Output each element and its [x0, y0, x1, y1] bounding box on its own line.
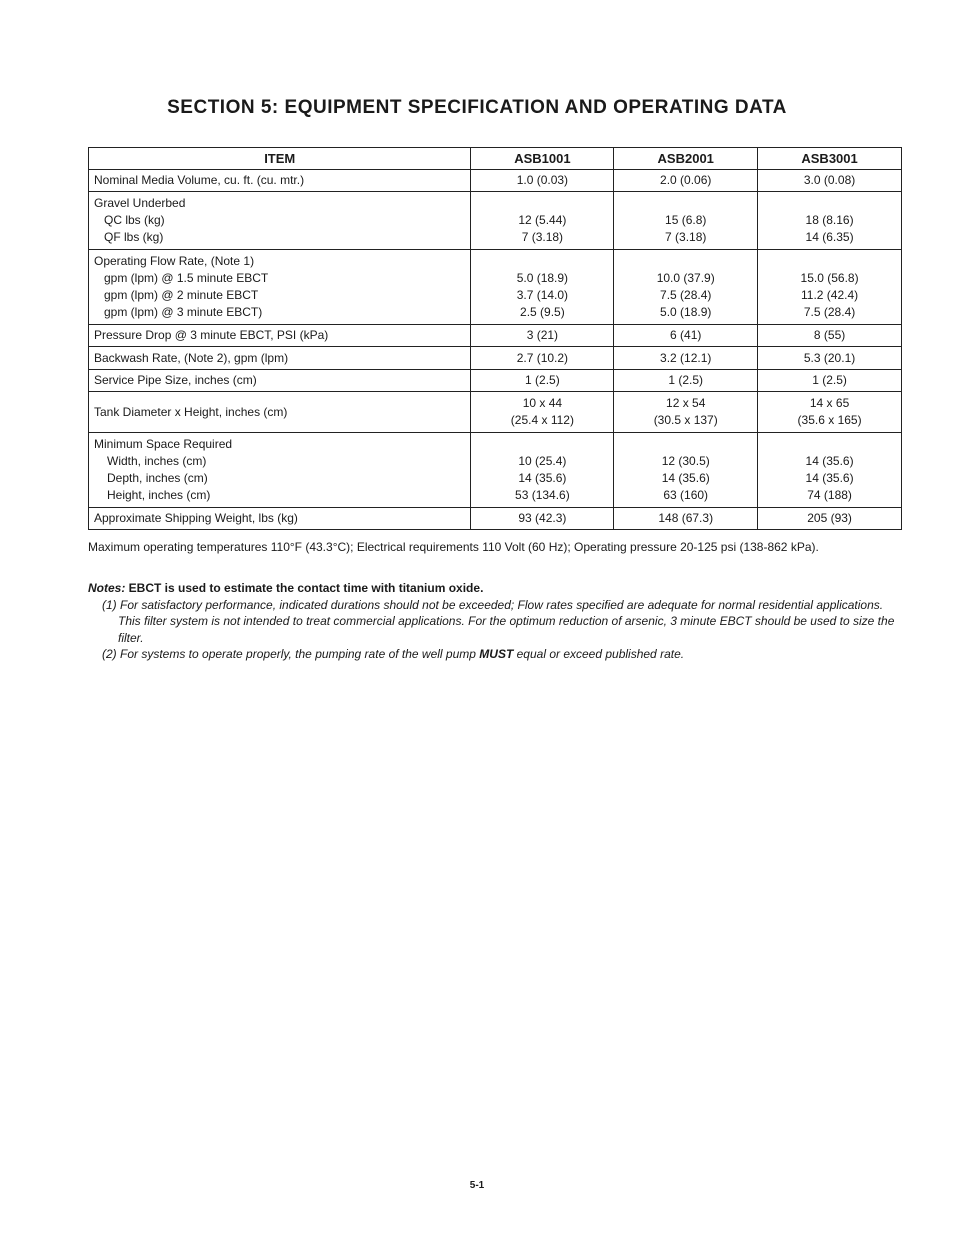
cell-value: 3.7 (14.0): [516, 288, 569, 302]
column-header-asb2001: ASB2001: [614, 148, 758, 170]
cell-value: 12 (30.5): [661, 454, 710, 468]
cell-asb3001: 205 (93): [758, 508, 902, 530]
row-label-sub: QC lbs (kg): [104, 213, 165, 227]
cell-value: 74 (188): [807, 488, 852, 502]
note-2-text-end: equal or exceed published rate.: [513, 647, 685, 661]
cell-asb3001: [758, 250, 902, 325]
cell-asb1001: 2.7 (10.2): [471, 347, 614, 370]
row-label: Service Pipe Size, inches (cm): [89, 370, 471, 392]
note-2-emphasis: MUST: [479, 647, 514, 661]
row-label-sub: QF lbs (kg): [104, 230, 164, 244]
row-label-sub: gpm (lpm) @ 2 minute EBCT: [104, 288, 259, 302]
row-label: Pressure Drop @ 3 minute EBCT, PSI (kPa): [89, 325, 471, 347]
cell-asb1001: [471, 392, 614, 433]
notes-intro: EBCT is used to estimate the contact time with titanium oxide.: [125, 581, 484, 595]
row-label: Approximate Shipping Weight, lbs (kg): [89, 508, 471, 530]
cell-value: 14 (6.35): [805, 230, 854, 244]
note-1: (1) For satisfactory performance, indicated durations should not be exceeded; Flow rates specified are adequate for normal residential applications. This filter system is not intended to treat commercial applications. For the optimum reduction of arsenic, 3 minute EBCT should be used to size the filter.: [102, 597, 895, 645]
row-label-sub: gpm (lpm) @ 1.5 minute EBCT: [104, 271, 269, 285]
cell-value: 15.0 (56.8): [800, 271, 859, 285]
cell-value: (35.6 x 165): [797, 413, 862, 427]
row-label: [89, 192, 471, 250]
column-header-asb1001: ASB1001: [471, 148, 614, 170]
cell-value: 2.5 (9.5): [520, 305, 565, 319]
cell-asb1001: 3 (21): [471, 325, 614, 347]
cell-value: 53 (134.6): [515, 488, 570, 502]
cell-value: (25.4 x 112): [510, 413, 574, 427]
cell-asb2001: 148 (67.3): [614, 508, 758, 530]
notes-heading: [88, 580, 908, 597]
cell-asb2001: [614, 192, 758, 250]
row-label: [89, 433, 471, 508]
cell-value: 10.0 (37.9): [656, 271, 715, 285]
cell-value: 14 (35.6): [661, 471, 710, 485]
row-label-sub: Width, inches (cm): [107, 454, 207, 468]
cell-asb3001: [758, 433, 902, 508]
notes-label: Notes:: [88, 581, 126, 595]
cell-value: 14 (35.6): [805, 471, 854, 485]
notes-section: [88, 580, 908, 663]
note-2-text: (2) For systems to operate properly, the pumping rate of the well pump: [102, 647, 480, 661]
cell-asb1001: 93 (42.3): [471, 508, 614, 530]
cell-asb3001: 3.0 (0.08): [758, 170, 902, 192]
operating-conditions-footnote: Maximum operating temperatures 110°F (43.3°C); Electrical requirements 110 Volt (60 Hz); Operating pressure 20-125 psi (138-862 kPa).: [88, 540, 819, 554]
table-row: [89, 170, 902, 192]
cell-asb2001: 2.0 (0.06): [614, 170, 758, 192]
cell-asb2001: 1 (2.5): [614, 370, 758, 392]
table-row: [89, 325, 902, 347]
cell-asb2001: [614, 250, 758, 325]
row-label: Backwash Rate, (Note 2), gpm (lpm): [89, 347, 471, 370]
cell-asb3001: 8 (55): [758, 325, 902, 347]
cell-value: 63 (160): [663, 488, 709, 502]
cell-value: 10 x 44: [522, 396, 563, 410]
cell-asb2001: 3.2 (12.1): [614, 347, 758, 370]
cell-value: 10 (25.4): [518, 454, 567, 468]
cell-asb3001: [758, 192, 902, 250]
cell-value: 12 x 54: [666, 396, 706, 410]
spec-table: [88, 147, 902, 530]
row-label-heading: Minimum Space Required: [94, 437, 233, 451]
cell-asb3001: 1 (2.5): [758, 370, 902, 392]
row-label-heading: Gravel Underbed: [94, 196, 186, 210]
cell-value: 7.5 (28.4): [660, 288, 712, 302]
cell-value: 14 (35.6): [518, 471, 567, 485]
cell-value: 18 (8.16): [805, 213, 854, 227]
cell-asb3001: [758, 392, 902, 433]
cell-value: 12 (5.44): [518, 213, 567, 227]
cell-asb2001: 6 (41): [614, 325, 758, 347]
cell-value: 5.0 (18.9): [516, 271, 569, 285]
table-row: [89, 250, 902, 325]
cell-asb1001: [471, 192, 614, 250]
table-row: [89, 347, 902, 370]
cell-value: 14 x 65: [809, 396, 850, 410]
table-row: [89, 508, 902, 530]
cell-asb1001: [471, 250, 614, 325]
row-label: [89, 250, 471, 325]
cell-value: 11.2 (42.4): [800, 288, 859, 302]
row-label-sub: Depth, inches (cm): [107, 471, 208, 485]
cell-value: 15 (6.8): [665, 213, 707, 227]
cell-asb1001: 1 (2.5): [471, 370, 614, 392]
cell-value: 7 (3.18): [665, 230, 707, 244]
table-header-row: [89, 148, 902, 170]
row-label: Nominal Media Volume, cu. ft. (cu. mtr.): [89, 170, 471, 192]
column-header-asb3001: ASB3001: [758, 148, 902, 170]
cell-asb2001: [614, 433, 758, 508]
column-header-item: ITEM: [89, 148, 471, 170]
cell-asb1001: 1.0 (0.03): [471, 170, 614, 192]
cell-value: 7 (3.18): [521, 230, 564, 244]
row-label-sub: Height, inches (cm): [107, 488, 211, 502]
note-2: [88, 646, 908, 663]
cell-asb3001: 5.3 (20.1): [758, 347, 902, 370]
row-label-heading: Operating Flow Rate, (Note 1): [94, 254, 255, 268]
cell-value: (30.5 x 137): [653, 413, 718, 427]
row-label-sub: gpm (lpm) @ 3 minute EBCT): [104, 305, 263, 319]
cell-asb2001: [614, 392, 758, 433]
table-row: [89, 392, 902, 433]
cell-value: 5.0 (18.9): [660, 305, 712, 319]
table-row: [89, 433, 902, 508]
table-row: [89, 370, 902, 392]
cell-asb1001: [471, 433, 614, 508]
table-row: [89, 192, 902, 250]
cell-value: 14 (35.6): [805, 454, 854, 468]
page-title: SECTION 5: EQUIPMENT SPECIFICATION AND OPERATING DATA: [167, 97, 787, 118]
row-label: Tank Diameter x Height, inches (cm): [89, 392, 471, 433]
cell-value: 7.5 (28.4): [803, 305, 856, 319]
page-number: 5-1: [469, 1180, 485, 1191]
